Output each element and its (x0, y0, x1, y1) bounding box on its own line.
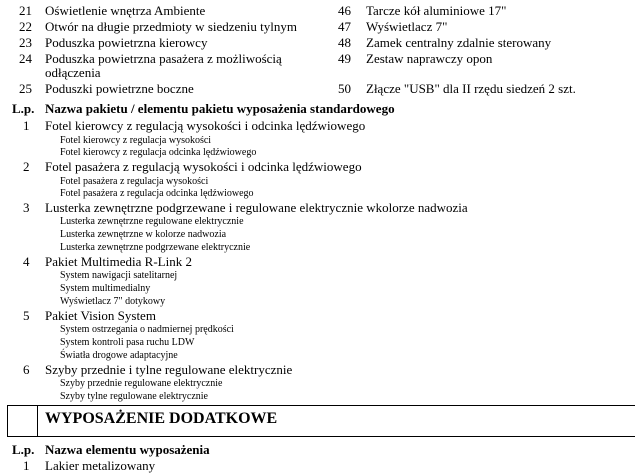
item-name: Oświetlenie wnętrza Ambiente (45, 3, 206, 18)
package-item: Fotel pasażera z regulacja odcinka lędźwiowego (60, 188, 254, 199)
additional-item-number: 1 (23, 458, 30, 473)
package-item: Fotel pasażera z regulacja wysokości (60, 176, 209, 187)
package-item: Lusterka zewnętrzne regulowane elektrycznie (60, 216, 244, 227)
package-name: Lusterka zewnętrzne podgrzewane i regulowane elektrycznie wkolorze nadwozia (45, 200, 468, 215)
package-number: 3 (23, 200, 30, 215)
item-number: 48 (338, 35, 351, 50)
package-number: 1 (23, 118, 30, 133)
item-number: 21 (19, 3, 32, 18)
section-box-top (7, 405, 635, 406)
package-item: System multimedialny (60, 283, 151, 294)
item-number: 50 (338, 81, 351, 96)
additional-item-name: Lakier metalizowany (45, 458, 156, 473)
item-name: Poduszki powietrzne boczne (45, 81, 194, 96)
package-name: Fotel kierowcy z regulacją wysokości i odcinka lędźwiowego (45, 118, 366, 133)
section-box-bottom (7, 436, 635, 437)
item-name: Zamek centralny zdalnie sterowany (366, 35, 552, 50)
package-item: System ostrzegania o nadmiernej prędkości (60, 324, 234, 335)
package-item: Lusterka zewnętrzne w kolorze nadwozia (60, 229, 227, 240)
item-name: Tarcze kół aluminiowe 17" (366, 3, 507, 18)
package-number: 6 (23, 362, 30, 377)
package-name: Fotel pasażera z regulacją wysokości i odcinka lędźwiowego (45, 159, 362, 174)
item-number: 47 (338, 19, 351, 34)
lp-header: L.p. (12, 442, 35, 457)
section-box-divider (37, 405, 38, 436)
item-name: Wyświetlacz 7" (366, 19, 448, 34)
package-name: Pakiet Multimedia R-Link 2 (45, 254, 192, 269)
package-number: 2 (23, 159, 30, 174)
item-name: Poduszka powietrzna pasażera z możliwością (45, 51, 282, 66)
package-item: Szyby przednie regulowane elektrycznie (60, 378, 223, 389)
package-item: Światła drogowe adaptacyjne (60, 350, 178, 361)
item-name: Poduszka powietrzna kierowcy (45, 35, 208, 50)
package-item: Fotel kierowcy z regulacja wysokości (60, 135, 212, 146)
package-item: Szyby tylne regulowane elektrycznie (60, 391, 208, 402)
package-item: System kontroli pasa ruchu LDW (60, 337, 195, 348)
item-name: Zestaw naprawczy opon (366, 51, 493, 66)
package-item: System nawigacji satelitarnej (60, 270, 178, 281)
item-number: 49 (338, 51, 351, 66)
package-number: 4 (23, 254, 30, 269)
package-item: Fotel kierowcy z regulacja odcinka lędźwiowego (60, 147, 257, 158)
package-name: Szyby przednie i tylne regulowane elektrycznie (45, 362, 293, 377)
item-number: 23 (19, 35, 32, 50)
section-box-left (7, 405, 8, 436)
additional-header: Nazwa elementu wyposażenia (45, 442, 210, 457)
item-number: 22 (19, 19, 32, 34)
item-number: 24 (19, 51, 32, 66)
additional-section-title: WYPOSAŻENIE DODATKOWE (45, 410, 278, 427)
package-name: Pakiet Vision System (45, 308, 156, 323)
packages-header-title: Nazwa pakietu / elementu pakietu wyposażenia standardowego (45, 101, 395, 116)
item-name: Złącze "USB" dla II rzędu siedzeń 2 szt. (366, 81, 576, 96)
package-item: Wyświetlacz 7" dotykowy (60, 296, 166, 307)
item-name-continued: odłączenia (45, 65, 101, 80)
item-number: 25 (19, 81, 32, 96)
item-name: Otwór na długie przedmioty w siedzeniu tylnym (45, 19, 298, 34)
item-number: 46 (338, 3, 351, 18)
lp-header: L.p. (12, 101, 35, 116)
package-number: 5 (23, 308, 30, 323)
package-item: Lusterka zewnętrzne podgrzewane elektrycznie (60, 242, 251, 253)
